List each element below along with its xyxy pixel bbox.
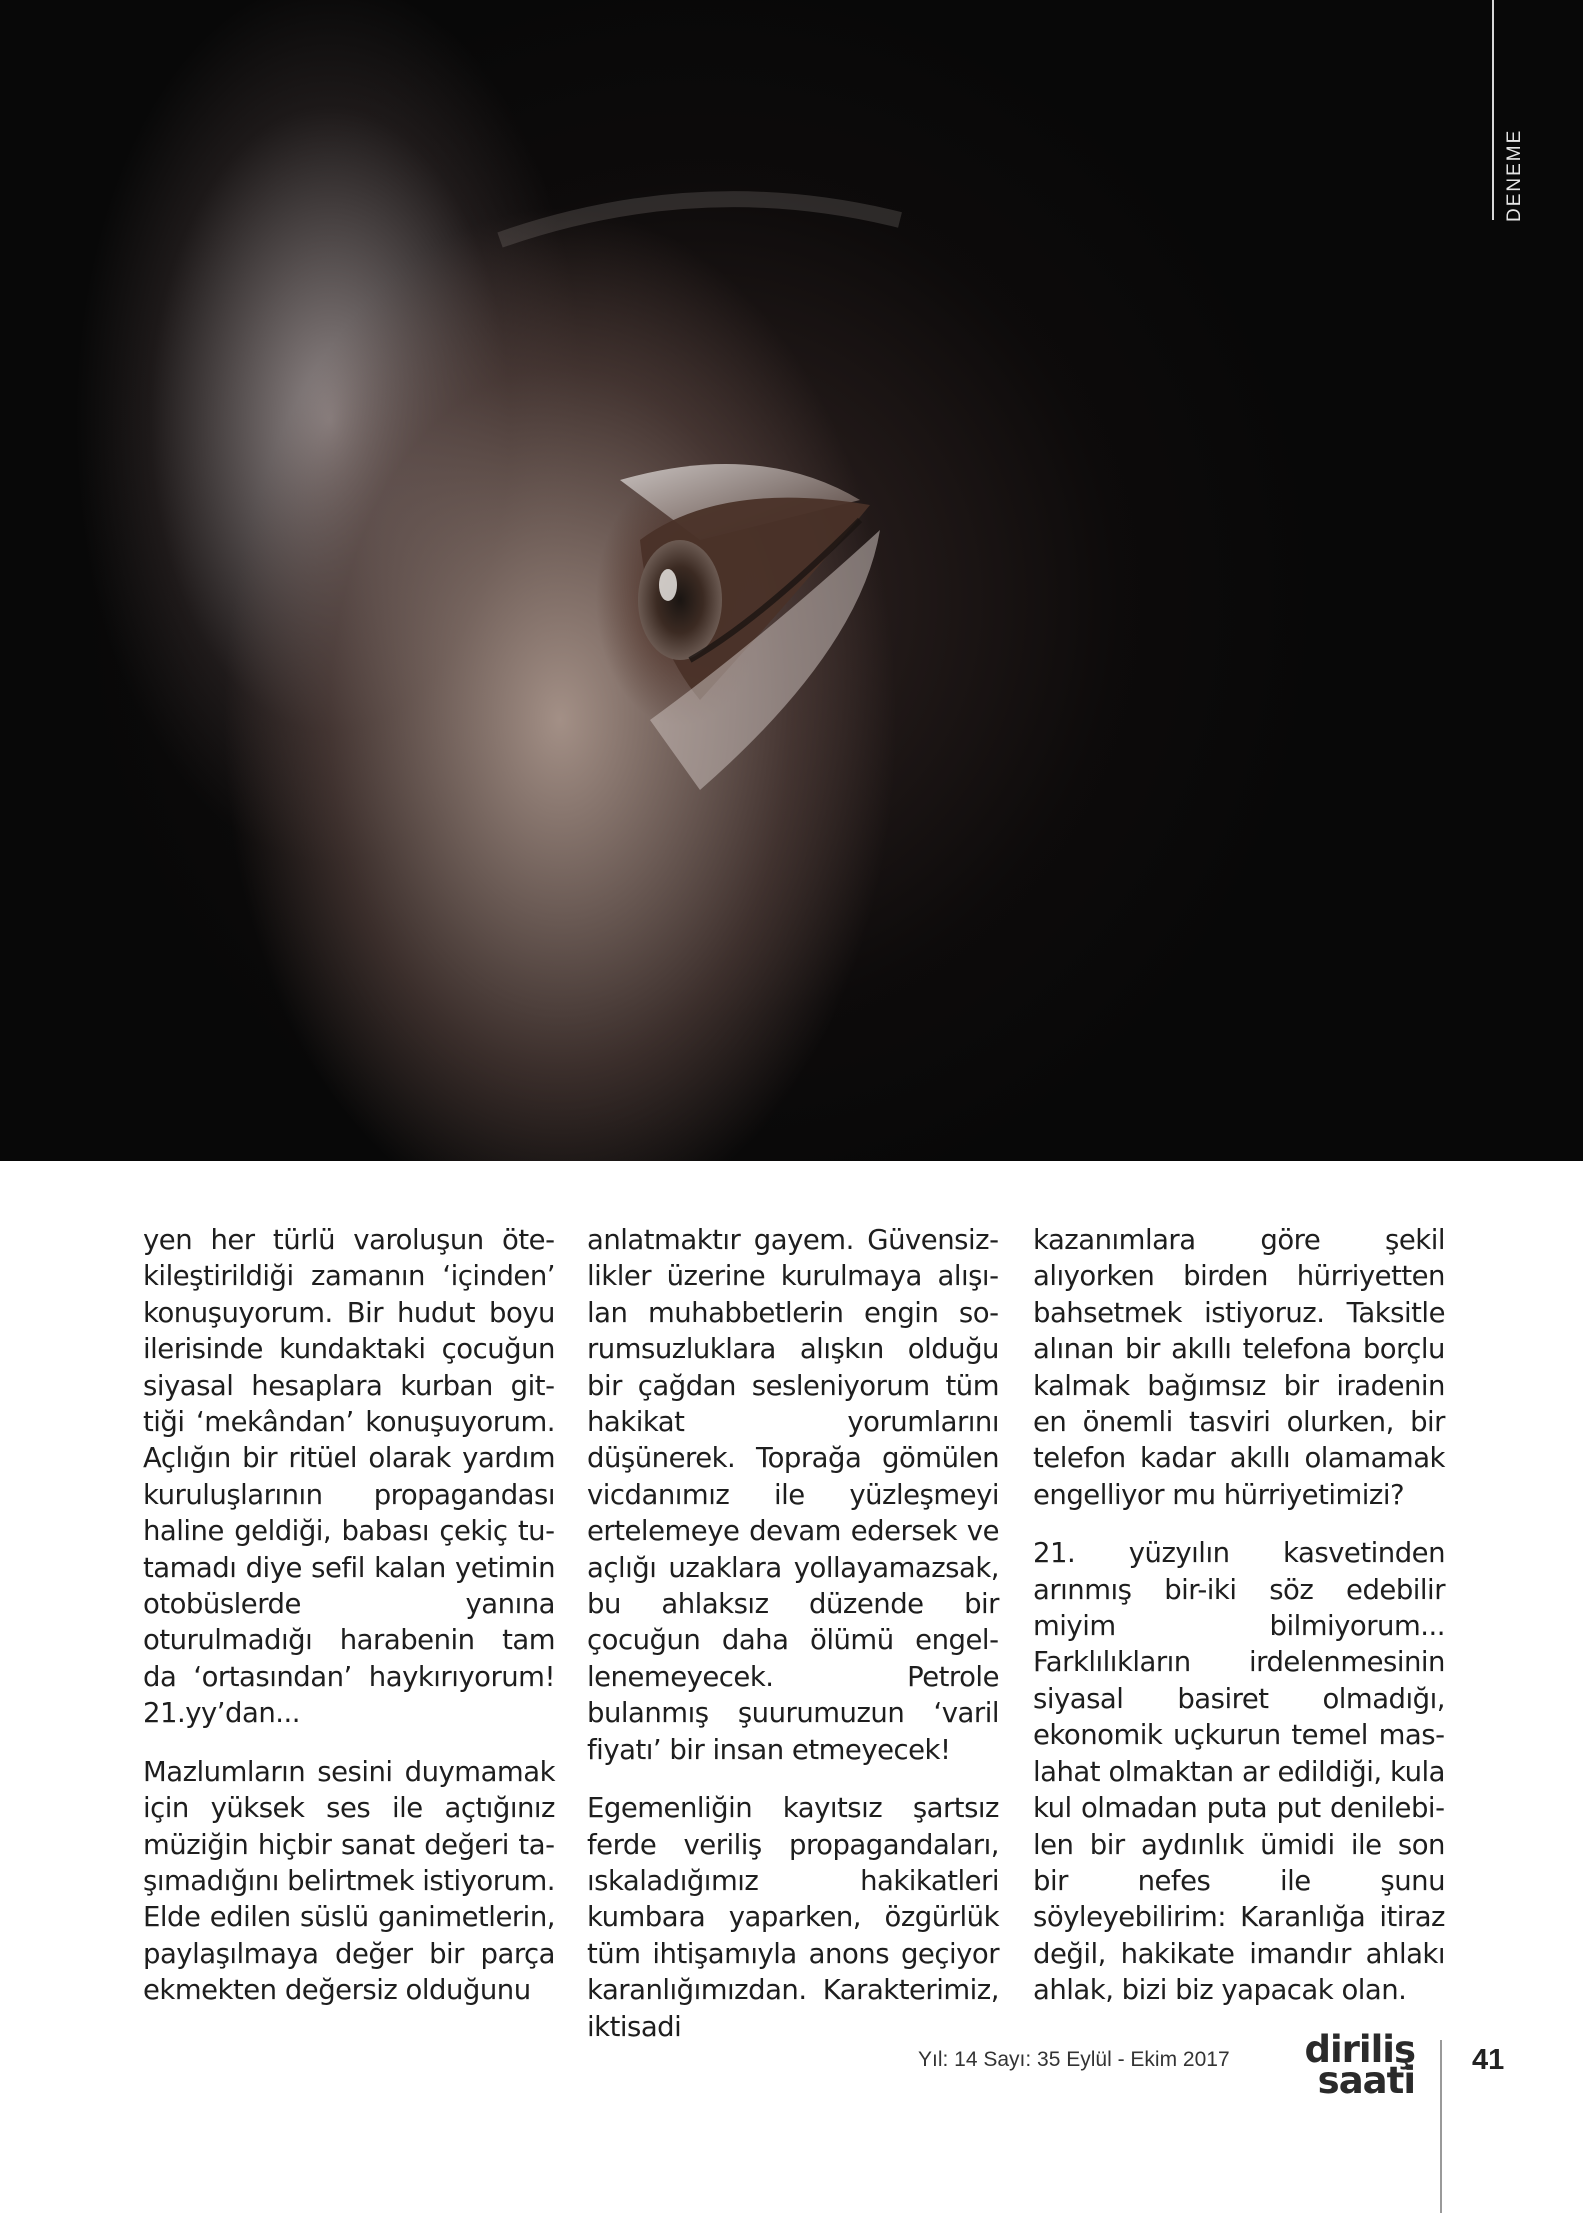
section-label	[1492, 0, 1552, 225]
paragraph: Mazlumların sesini duymamak için yüksek ses ile açtığınız müziğin hiçbir sanat değeri taşımadığını belirtmek istiyorum. Elde edilen süslü ganimetlerin, paylaşılmaya değer bir parça ekmekten değersiz olduğunu	[143, 1755, 555, 2007]
logo-line-2: saati	[1317, 2059, 1415, 2102]
section-label-rule	[1492, 0, 1494, 220]
magazine-logo	[1290, 2028, 1415, 2102]
footer-divider	[1440, 2040, 1442, 2213]
paragraph: 21. yüzyılın kasvetinden arınmış bir-iki söz edebilir miyim bilmiyorum... Farklılıkların irdelenmesinin siyasal basiret olmadığı, ekonomik uçkurun temel maslahat olmaktan ar edildiği, kula kul olmadan puta put denilebilen bir aydınlık ümidi ile son bir nefes ile şunu söyleyebilirim: Karanlığa itiraz değil, hakikate imandır ahlakı ahlak, bizi biz yapacak olan.	[1033, 1537, 1445, 2007]
paragraph: kazanımlara göre şekil alıyorken birden hürriyetten bahsetmek istiyoruz. Taksitle alınan bir akıllı telefona borçlu kalmak bağımsız bir iradenin en önemli tasviri olurken, bir telefon kadar akıllı olamamak engelliyor mu hürriyetimizi?	[1033, 1224, 1445, 1511]
paragraph: anlatmaktır gayem. Güvensizlikler üzerine kurulmaya alışılan muhabbetlerin engin sorumsuzluklara alışkın olduğu bir çağdan sesleniyorum tüm hakikat yorumlarını düşünerek. Toprağa gömülen vicdanımız ile yüzleşmeyi ertelemeye devam edersek ve açlığı uzaklara yollayamazsak, bu ahlaksız düzende bir çocuğun daha ölümü engellenemeyecek. Petrole bulanmış şuurumuzun ‘varil fiyatı’ bir insan etmeyecek!	[587, 1224, 999, 1766]
page-number: 41	[1472, 2044, 1505, 2076]
paragraph: Egemenliğin kayıtsız şartsız ferde veriliş propagandaları, ıskaladığımız hakikatleri kumbara yaparken, özgürlük tüm ihtişamıyla anons geçiyor karanlığımızdan. Karakterimiz, iktisadi	[587, 1792, 999, 2043]
article-column-2	[587, 1222, 999, 2067]
section-label-text: DENEME	[1504, 128, 1525, 222]
article-column-1	[143, 1222, 555, 2031]
issue-info: Yıl: 14 Sayı: 35 Eylül - Ekim 2017	[918, 2048, 1230, 2071]
logo-line-1: diriliş	[1304, 2028, 1415, 2071]
article-column-3	[1033, 1222, 1445, 2031]
paragraph: yen her türlü varoluşun ötekileştirildiği zamanın ‘içinden’ konuşuyorum. Bir hudut boyu ilerisinde kundaktaki çocuğun siyasal hesaplara kurban gittiği ‘mekândan’ konuşuyorum. Açlığın bir ritüel olarak yardım kuruluşlarının propagandası haline geldiği, babası çekiç tutamadı diye sefil kalan yetimin otobüslerde yanına oturulmadığı harabenin tam da ‘ortasından’ haykırıyorum! 21.yy’dan...	[143, 1224, 555, 1730]
